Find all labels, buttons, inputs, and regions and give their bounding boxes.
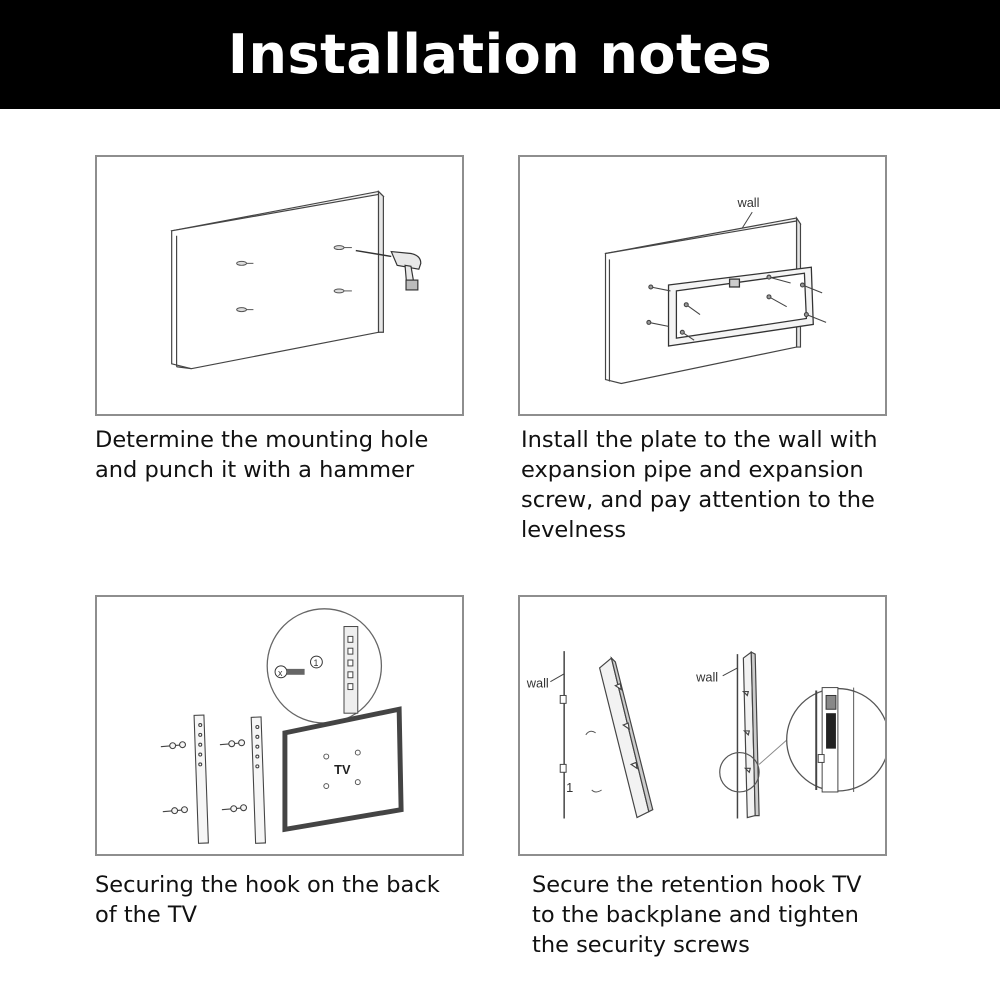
tv-panel-right [743,652,759,817]
caption-line: levelness [521,517,627,543]
step-4-caption [532,870,861,960]
step-3-caption [95,870,440,930]
caption-line: Securing the hook on the back [95,872,440,898]
step-2-caption [521,425,878,545]
caption-line: Determine the mounting hole [95,427,429,453]
hang-tv-illustration [520,597,885,854]
zoom-circle [787,688,885,792]
header-bar [0,0,1000,109]
step-4-figure [518,595,887,856]
wall-label-left: wall [526,675,549,691]
caption-line: Install the plate to the wall with [521,427,878,453]
caption-line: screw, and pay attention to the [521,487,875,513]
tv-hook-illustration [97,597,462,854]
caption-line: of the TV [95,902,198,928]
wall-drill-illustration [97,157,462,414]
tv-panel-left [600,658,653,818]
page-title: Installation notes [227,23,773,86]
step-number: 1 [566,779,574,795]
tv-label: TV [334,762,351,778]
caption-line: the security screws [532,932,750,958]
zoom-mark: 1 [313,657,319,668]
step-2-figure [518,155,887,416]
caption-line: to the backplane and tighten [532,902,859,928]
caption-line: expansion pipe and expansion [521,457,864,483]
tv-back [285,709,401,829]
caption-line: Secure the retention hook TV [532,872,862,898]
tv-hooks [161,715,266,843]
caption-line: and punch it with a hammer [95,457,415,483]
step-1-figure [95,155,464,416]
svg-text:x: x [278,667,283,678]
step-1-caption [95,425,428,485]
wall-label: wall [737,195,760,211]
wall-label-right: wall [696,669,719,685]
zoom-circle [267,609,381,723]
step-3-figure [95,595,464,856]
wall-plate-illustration [520,157,885,414]
